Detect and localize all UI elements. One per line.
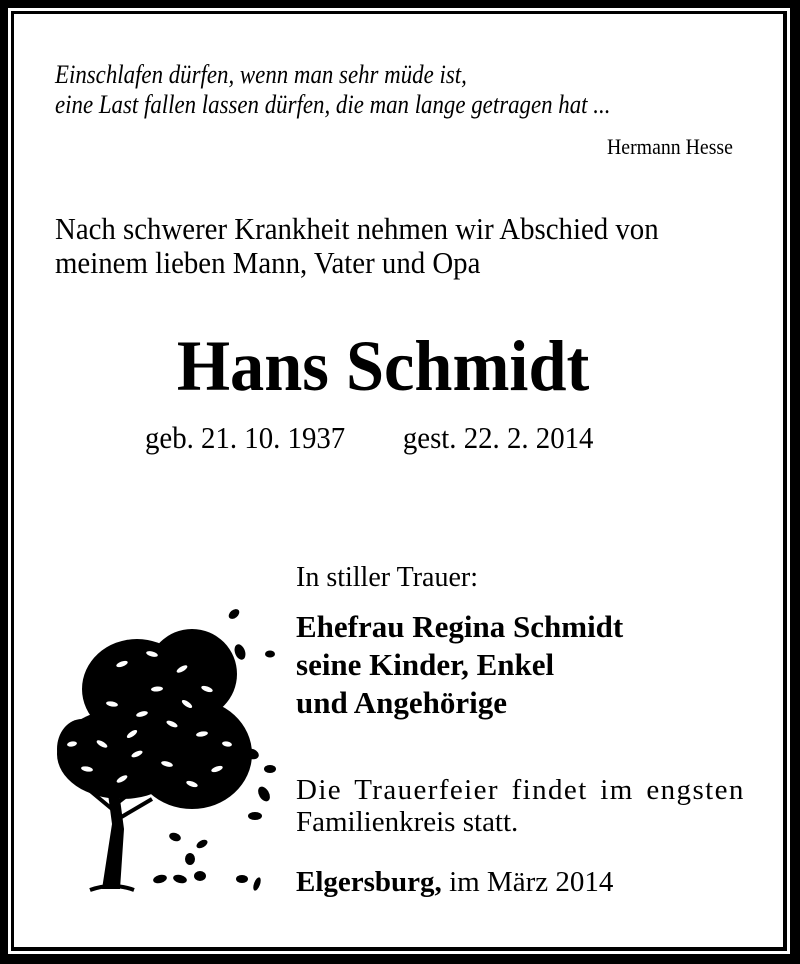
quote-line-1: Einschlafen dürfen, wenn man sehr müde ist,	[55, 60, 467, 89]
place-town: Elgersburg,	[296, 866, 442, 898]
mourner-line: seine Kinder, Enkel	[296, 647, 555, 682]
quote-line-2: eine Last fallen lassen dürfen, die man lange getragen hat ...	[55, 90, 611, 119]
deceased-name-wrap	[14, 326, 783, 406]
outer-frame	[8, 8, 790, 954]
intro-line-1: Nach schwerer Krankheit nehmen wir Abschied von	[55, 211, 659, 246]
birth-date: geb. 21. 10. 1937	[145, 420, 346, 455]
place-and-date	[296, 866, 613, 899]
ceremony-notice	[296, 774, 745, 838]
mourning-label: In stiller Trauer:	[296, 562, 478, 593]
place-date: im März 2014	[449, 866, 614, 898]
quote	[55, 60, 610, 120]
intro-line-2: meinem lieben Mann, Vater und Opa	[55, 245, 481, 280]
tree-with-falling-leaves-icon	[42, 594, 292, 904]
death-date: gest. 22. 2. 2014	[402, 420, 594, 455]
quote-author: Hermann Hesse	[607, 134, 733, 159]
life-dates	[145, 420, 593, 456]
obituary-card	[11, 11, 787, 951]
mourners-list	[296, 608, 623, 722]
mourner-line: und Angehörige	[296, 685, 508, 720]
mourner-line: Ehefrau Regina Schmidt	[296, 609, 624, 644]
intro-text	[55, 212, 659, 280]
deceased-name: Hans Schmidt	[177, 326, 590, 406]
ceremony-line-2: Familienkreis statt.	[296, 806, 519, 838]
ceremony-line-1: Die Trauerfeier findet im engsten	[296, 774, 745, 806]
